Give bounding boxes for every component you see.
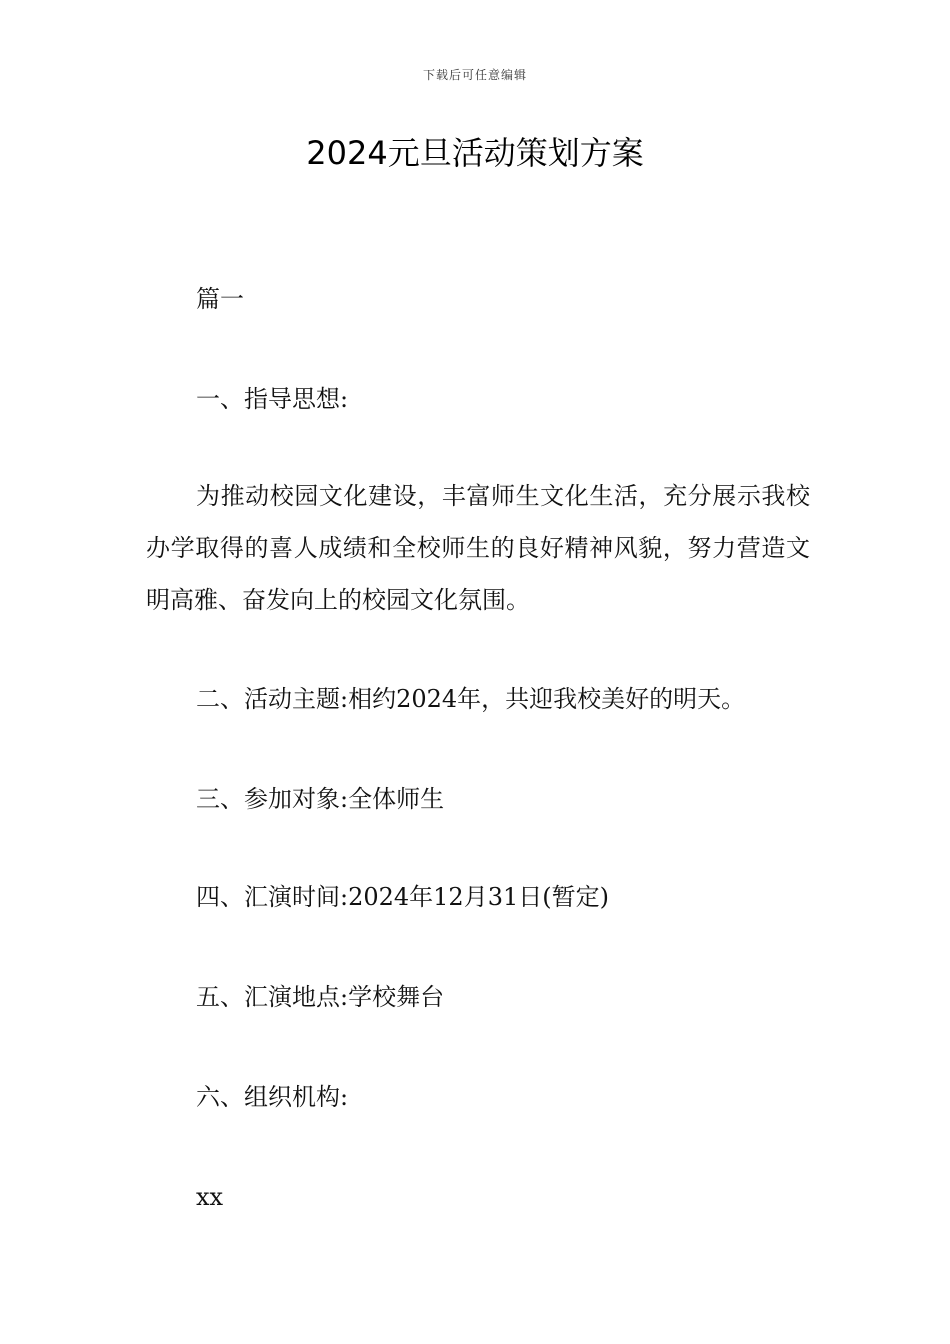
- item-activity-theme: 二、活动主题:相约2024年，共迎我校美好的明天。: [196, 685, 746, 713]
- item-placeholder: xx: [196, 1183, 224, 1211]
- section-label: 篇一: [196, 285, 244, 313]
- item-organization: 六、组织机构:: [196, 1083, 349, 1111]
- heading-guiding-thought: 一、指导思想:: [196, 385, 349, 413]
- header-note: 下载后可任意编辑: [422, 68, 527, 82]
- item-performance-time: 四、汇演时间:2024年12月31日(暂定): [196, 883, 609, 911]
- item-performance-venue: 五、汇演地点:学校舞台: [196, 983, 445, 1011]
- item-participants: 三、参加对象:全体师生: [196, 785, 445, 813]
- paragraph-guiding-thought: 为推动校园文化建设，丰富师生文化生活，充分展示我校办学取得的喜人成绩和全校师生的良好精神风貌，努力营造文明高雅、奋发向上的校园文化氛围。: [146, 482, 810, 614]
- document-title: 2024元旦活动策划方案: [306, 134, 644, 172]
